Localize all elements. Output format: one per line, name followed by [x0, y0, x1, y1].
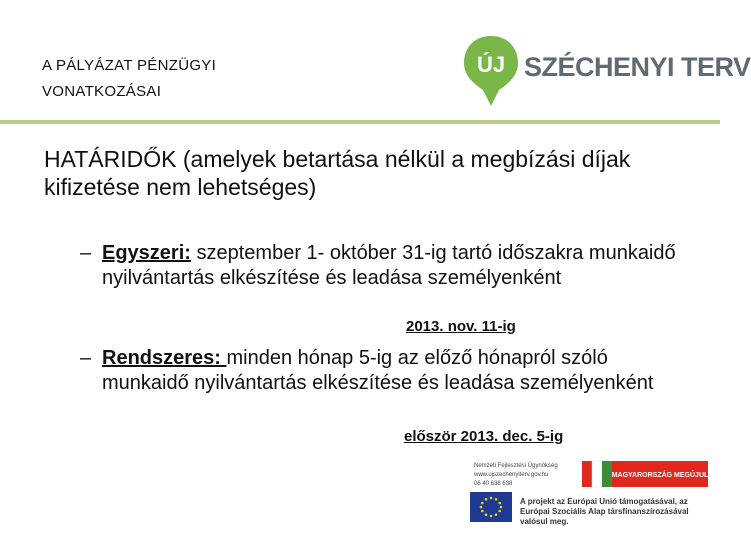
header-title-line1: A PÁLYÁZAT PÉNZÜGYI — [42, 57, 217, 74]
location-pin-icon — [461, 32, 521, 112]
deadline-one-time: 2013. nov. 11-ig — [406, 318, 516, 335]
page-header-title — [42, 53, 216, 105]
hungary-renewal-banner — [582, 461, 708, 487]
bullet-regular — [80, 346, 680, 396]
agency-name: Nemzeti Fejlesztési Ügynökség — [474, 463, 558, 469]
header-divider — [0, 120, 720, 124]
agency-website: www.ujszechenyiterv.gov.hu — [474, 472, 549, 478]
main-heading: HATÁRIDŐK (amelyek betartása nélkül a megbízási díjak kifizetése nem lehetséges) — [44, 146, 631, 200]
eu-funding-note: A projekt az Európai Unió támogatásával, az Európai Szociális Alap társfinanszírozásával valósul meg. — [520, 497, 689, 526]
bullet-text: szeptember 1- október 31-ig tartó időszakra munkaidő nyilvántartás elkészítése és leadása személyenként — [102, 242, 676, 289]
bullet-dash: – — [80, 242, 92, 264]
bullet-text: minden hónap 5-ig az előző hónapról szóló munkaidő nyilvántartás elkészítése és leadása személyenként — [102, 347, 654, 394]
agency-phone: 06 40 638 638 — [474, 481, 513, 487]
bullet-term: Egyszeri: — [102, 242, 191, 264]
logo-brand-text: SZÉCHENYI TERV — [524, 52, 751, 82]
eu-flag-icon — [470, 492, 512, 522]
banner-text: MAGYARORSZÁG MEGÚJUL — [611, 472, 709, 479]
logo-badge-text: ÚJ — [476, 52, 506, 77]
bullet-term: Rendszeres: — [102, 347, 227, 369]
bullet-one-time — [80, 241, 680, 291]
bullet-dash: – — [80, 347, 92, 369]
header-title-line2: VONATKOZÁSAI — [42, 83, 162, 100]
deadline-regular: először 2013. dec. 5-ig — [404, 428, 564, 445]
szechenyi-terv-logo — [461, 32, 751, 112]
